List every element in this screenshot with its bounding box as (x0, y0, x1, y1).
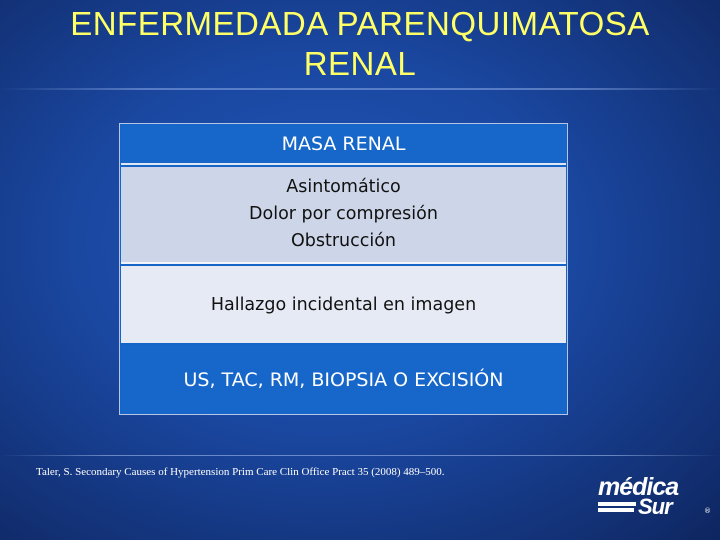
slide-title (0, 4, 720, 84)
medica-sur-logo (598, 473, 711, 519)
incidental-finding-cell (121, 266, 566, 343)
symptom-item: Dolor por compresión (249, 204, 438, 224)
footer-divider (0, 455, 720, 456)
symptom-item: Obstrucción (290, 231, 397, 251)
logo-stripe (598, 508, 634, 512)
logo-word-medica: médica (598, 473, 679, 501)
table-header-text: MASA RENAL (281, 133, 406, 155)
slide-title-line-2: RENAL (303, 45, 417, 82)
symptoms-cell (121, 167, 566, 264)
diagnostic-methods-cell (121, 345, 566, 414)
table-header-cell (121, 125, 566, 165)
logo-stripe (598, 502, 636, 506)
diagnostic-methods-text: US, TAC, RM, BIOPSIA O EXCISIÓN (183, 368, 504, 391)
renal-mass-table (119, 123, 568, 415)
slide-title-line-1: ENFERMEDADA PARENQUIMATOSA (70, 5, 650, 42)
citation-text: Taler, S. Secondary Causes of Hypertension Prim Care Clin Office Pract 35 (2008) 489–500. (36, 466, 445, 478)
registered-mark: ® (704, 507, 711, 515)
symptom-item: Asintomático (286, 177, 401, 197)
incidental-finding-text: Hallazgo incidental en imagen (210, 294, 477, 315)
title-divider (0, 88, 720, 90)
logo-word-sur: Sur (638, 494, 672, 519)
